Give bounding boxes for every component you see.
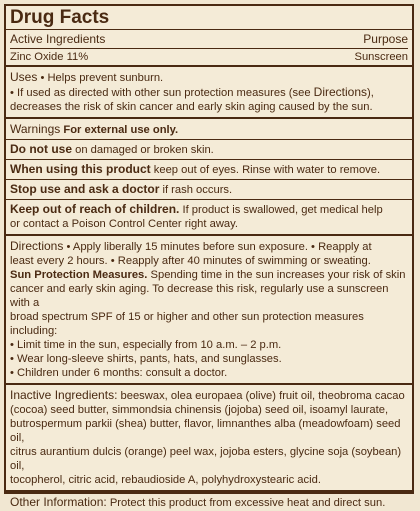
- inactive-ingredients-text-4: citrus aurantium dulcis (orange) peel wax, jojoba esters, glycine soja (soybean) oil,: [10, 446, 402, 472]
- active-ingredients-header: Active Ingredients: [10, 32, 106, 46]
- inactive-ingredients-text-5: tocopherol, citric acid, rebaudioside A, polyhydroxystearic acid.: [10, 474, 321, 486]
- directions-reference: Directions: [313, 85, 368, 99]
- uses-section: [6, 67, 412, 117]
- drug-facts-panel: [4, 4, 414, 509]
- ingredient-name: Zinc Oxide 11%: [10, 51, 89, 63]
- other-information-label: Other Information:: [10, 495, 107, 509]
- inactive-ingredients-text: beeswax, olea europaea (olive) fruit oil, theobroma cacao: [120, 390, 405, 402]
- sun-protection-text-2: cancer and early skin aging. To decrease this risk, regularly use a sunscreen with a: [10, 283, 389, 309]
- uses-line1: • Helps prevent sunburn.: [40, 72, 164, 84]
- drug-facts-title: Drug Facts: [10, 7, 110, 28]
- uses-line2-end: ),: [367, 87, 374, 99]
- stop-use-text: if rash occurs.: [162, 184, 233, 196]
- directions-bullet-2: • Wear long-sleeve shirts, pants, hats, and sunglasses.: [10, 353, 282, 365]
- uses-line2: • If used as directed with other sun protection measures (see: [10, 87, 311, 99]
- inactive-ingredients-label: Inactive Ingredients:: [10, 388, 118, 402]
- when-using-section: [6, 160, 412, 179]
- divider: [10, 48, 408, 49]
- other-information-text: Protect this product from excessive heat and direct sun.: [109, 497, 386, 509]
- keep-out-text: If product is swallowed, get medical help: [182, 204, 383, 216]
- inactive-ingredients-text-2: (cocoa) seed butter, simmondsia chinensis (jojoba) seed oil, isoamyl laurate,: [10, 404, 389, 416]
- ingredient-purpose: Sunscreen: [354, 51, 408, 63]
- directions-section: [6, 236, 412, 383]
- keep-out-section: [6, 200, 412, 234]
- warnings-header: [6, 119, 412, 139]
- uses-label: Uses: [10, 70, 38, 84]
- directions-line2: least every 2 hours. • Reapply after 40 minutes of swimming or sweating.: [10, 255, 371, 267]
- do-not-use-label: Do not use: [10, 142, 72, 156]
- other-information-section: [6, 492, 412, 511]
- do-not-use-text: on damaged or broken skin.: [75, 144, 214, 156]
- keep-out-text-2: or contact a Poison Control Center right away.: [10, 218, 239, 230]
- uses-line3: decreases the risk of skin cancer and early skin aging caused by the sun.: [10, 101, 373, 113]
- stop-use-section: [6, 180, 412, 199]
- directions-bullet-3: • Children under 6 months: consult a doctor.: [10, 367, 228, 379]
- purpose-header: Purpose: [363, 32, 408, 46]
- keep-out-label: Keep out of reach of children.: [10, 202, 180, 216]
- when-using-text: keep out of eyes. Rinse with water to remove.: [153, 164, 381, 176]
- active-ingredients-section: [6, 30, 412, 65]
- inactive-ingredients-section: [6, 385, 412, 490]
- directions-bullet-1: • Limit time in the sun, especially from 10 a.m. – 2 p.m.: [10, 339, 282, 351]
- when-using-label: When using this product: [10, 162, 151, 176]
- directions-label: Directions: [10, 239, 64, 253]
- sun-protection-label: Sun Protection Measures.: [10, 269, 148, 281]
- directions-line1: • Apply liberally 15 minutes before sun exposure. • Reapply at: [66, 241, 372, 253]
- stop-use-label: Stop use and ask a doctor: [10, 182, 160, 196]
- sun-protection-text-3: broad spectrum SPF of 15 or higher and other sun protection measures including:: [10, 311, 364, 337]
- warnings-label: Warnings: [10, 122, 61, 136]
- inactive-ingredients-text-3: butrospermum parkii (shea) butter, flavor, limnanthes alba (meadowfoam) seed oil,: [10, 418, 401, 444]
- sun-protection-text: Spending time in the sun increases your risk of skin: [150, 269, 406, 281]
- external-use-text: For external use only.: [63, 124, 179, 136]
- do-not-use-section: [6, 140, 412, 159]
